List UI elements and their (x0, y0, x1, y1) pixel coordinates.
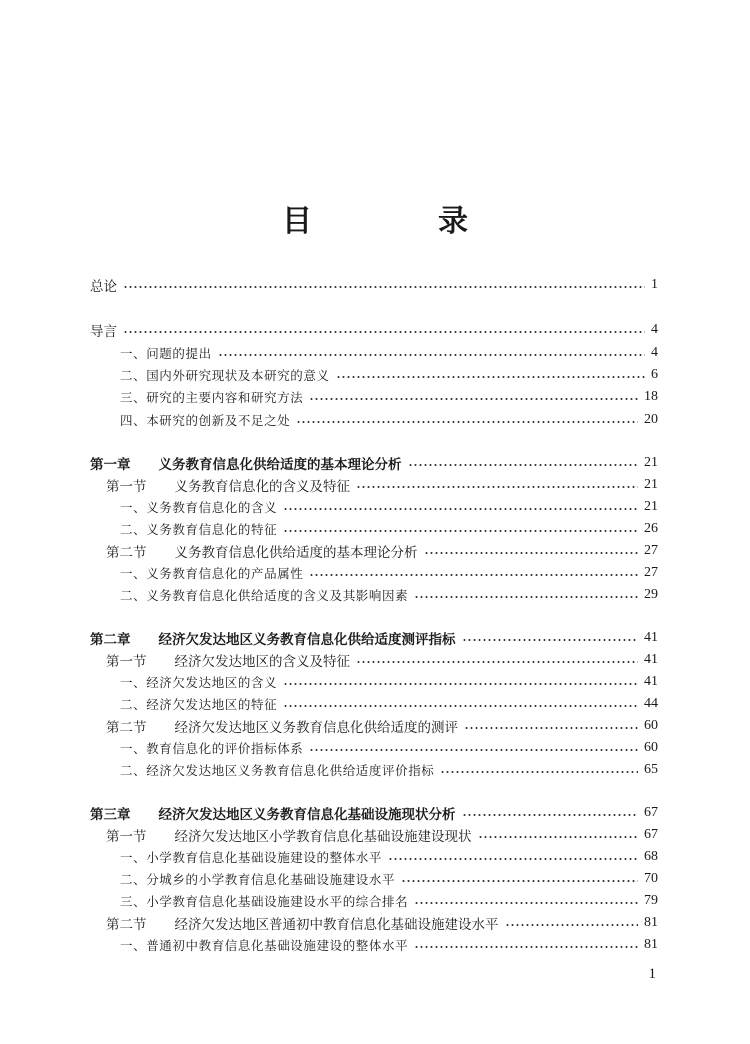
dot-leader (424, 552, 639, 554)
toc-entry-title: 经济欠发达地区小学教育信息化基础设施建设现状 (174, 829, 472, 845)
toc-entry-title: 二、经济欠发达地区义务教育信息化供给适度评价指标 (120, 763, 435, 778)
toc-entry-label (120, 388, 303, 406)
toc-entry-dy-1[interactable] (90, 343, 658, 363)
toc-entry-ch3-s1-3[interactable] (90, 891, 658, 911)
toc-entry-page: 20 (644, 412, 658, 427)
toc-entry-label (120, 366, 330, 384)
toc-entry-title: 二、义务教育信息化供给适度的含义及其影响因素 (120, 588, 409, 603)
toc-entry-page: 27 (644, 565, 658, 580)
toc-entry-label (106, 541, 418, 561)
toc-entry-ch3-s1-1[interactable] (90, 847, 658, 867)
dot-leader (478, 836, 639, 838)
toc-entry-label (120, 673, 277, 691)
toc-entry-title: 三、小学教育信息化基础设施建设水平的综合排名 (120, 894, 409, 909)
toc-entry-page: 41 (644, 674, 658, 689)
dot-leader (309, 398, 638, 400)
toc-entry-title: 经济欠发达地区义务教育信息化供给适度测评指标 (158, 632, 456, 648)
toc-entry-label (120, 739, 303, 757)
toc-entry-label (106, 825, 472, 845)
toc-entry-number: 第二章 (90, 632, 131, 648)
toc-entry-ch1-s2-1[interactable] (90, 563, 658, 583)
toc-entry-title: 一、问题的提出 (120, 346, 212, 361)
toc-entry-label (106, 475, 350, 495)
toc-entry-label (106, 913, 499, 933)
toc-entry-title: 一、义务教育信息化的含义 (120, 500, 278, 515)
toc-entry-page: 21 (644, 477, 658, 492)
dot-leader (283, 683, 638, 685)
toc-entry-label (90, 320, 117, 340)
toc-entry-number: 第二节 (106, 545, 147, 561)
toc-entry-number: 第一节 (106, 654, 147, 670)
toc-entry-number: 第二节 (106, 917, 147, 933)
toc-entry-page: 6 (651, 367, 658, 382)
toc-entry-ch2-s2[interactable] (90, 716, 658, 736)
toc-entry-title: 三、研究的主要内容和研究方法 (120, 390, 304, 405)
toc-entry-dy-3[interactable] (90, 387, 658, 407)
dot-leader (414, 596, 638, 598)
dot-leader (356, 486, 638, 488)
dot-leader (218, 354, 645, 356)
toc-entry-title: 义务教育信息化的含义及特征 (174, 479, 350, 495)
toc-entry-page: 44 (644, 696, 658, 711)
toc-entry-ch1-s1-1[interactable] (90, 497, 658, 517)
toc-entry-label (106, 650, 350, 670)
toc-entry-page: 29 (644, 587, 658, 602)
toc-entry-page: 70 (644, 871, 658, 886)
toc-entry-title: 总论 (90, 279, 117, 295)
toc-entry-label (120, 520, 277, 538)
toc-entry-daoyan[interactable] (90, 320, 658, 340)
toc-entry-ch3[interactable] (90, 803, 658, 823)
toc-entry-title: 一、普通初中教育信息化基础设施建设的整体水平 (120, 938, 409, 953)
toc-entry-title: 四、本研究的创新及不足之处 (120, 413, 291, 428)
toc-entry-zonglun[interactable] (90, 275, 658, 295)
toc-entry-title: 二、分城乡的小学教育信息化基础设施建设水平 (120, 872, 396, 887)
toc-entry-label (90, 803, 456, 823)
toc-entry-page: 60 (644, 740, 658, 755)
toc-entry-title: 二、国内外研究现状及本研究的意义 (120, 368, 330, 383)
toc-entry-title: 一、小学教育信息化基础设施建设的整体水平 (120, 850, 383, 865)
dot-leader (388, 858, 638, 860)
toc-entry-ch1-s2[interactable] (90, 541, 658, 561)
dot-leader (414, 902, 638, 904)
toc-entry-page: 27 (644, 543, 658, 558)
dot-leader (283, 508, 638, 510)
toc-entry-ch2[interactable] (90, 628, 658, 648)
toc-entry-ch3-s2-1[interactable] (90, 935, 658, 955)
toc-entry-number: 第一节 (106, 829, 147, 845)
toc-entry-title: 一、教育信息化的评价指标体系 (120, 741, 304, 756)
toc-entry-title: 二、经济欠发达地区的特征 (120, 697, 278, 712)
dot-leader (505, 924, 639, 926)
dot-leader (462, 639, 639, 641)
toc-entry-title: 经济欠发达地区义务教育信息化供给适度的测评 (174, 720, 458, 736)
toc-entry-page: 79 (644, 893, 658, 908)
dot-leader (414, 946, 638, 948)
dot-leader (283, 705, 638, 707)
page-number: 1 (648, 966, 656, 982)
dot-leader (296, 421, 638, 423)
toc-entry-label (90, 275, 117, 295)
toc-entry-title: 导言 (90, 324, 117, 340)
toc-entry-dy-4[interactable] (90, 410, 658, 430)
toc-entry-label (90, 628, 456, 648)
dot-leader (401, 880, 638, 882)
toc-entry-label (120, 761, 434, 779)
dot-leader (283, 530, 638, 532)
toc-entry-page: 4 (651, 322, 658, 337)
toc-entry-page: 18 (644, 389, 658, 404)
toc-entry-label (120, 564, 303, 582)
dot-leader (336, 376, 645, 378)
toc-entry-number: 第三章 (90, 807, 131, 823)
toc-entry-title: 经济欠发达地区义务教育信息化基础设施现状分析 (158, 807, 456, 823)
toc-entry-title: 义务教育信息化供给适度的基本理论分析 (174, 545, 418, 561)
toc-entry-ch2-s1-2[interactable] (90, 694, 658, 714)
dot-leader (309, 574, 638, 576)
toc-entry-label (120, 498, 277, 516)
toc-entry-ch2-s2-2[interactable] (90, 760, 658, 780)
toc-entry-page: 26 (644, 521, 658, 536)
toc-entry-page: 81 (644, 937, 658, 952)
toc-entry-page: 67 (644, 827, 658, 842)
toc-entry-ch1-s1[interactable] (90, 475, 658, 495)
dot-leader (464, 727, 638, 729)
toc-entry-page: 67 (644, 805, 658, 820)
toc-entry-title: 一、经济欠发达地区的含义 (120, 675, 278, 690)
toc-entry-label (120, 586, 408, 604)
toc-entry-number: 第二节 (106, 720, 147, 736)
toc-entry-dy-2[interactable] (90, 365, 658, 385)
toc-entry-ch2-s1[interactable] (90, 650, 658, 670)
dot-leader (309, 749, 638, 751)
toc-entry-page: 41 (644, 652, 658, 667)
toc-entry-label (106, 716, 458, 736)
toc-entry-ch3-s1-2[interactable] (90, 869, 658, 889)
toc-entry-label (90, 453, 402, 473)
toc-entry-ch1-s1-2[interactable] (90, 519, 658, 539)
toc-entry-ch3-s1[interactable] (90, 825, 658, 845)
toc-entry-page: 65 (644, 762, 658, 777)
toc-entry-page: 81 (644, 915, 658, 930)
toc-entry-title: 经济欠发达地区普通初中教育信息化基础设施建设水平 (174, 917, 499, 933)
toc-entry-label (120, 870, 395, 888)
toc-entry-label (120, 411, 290, 429)
toc-entry-ch1[interactable] (90, 453, 658, 473)
dot-leader (462, 814, 639, 816)
toc-entry-ch3-s2[interactable] (90, 913, 658, 933)
toc-entry-title: 经济欠发达地区的含义及特征 (174, 654, 350, 670)
dot-leader (440, 771, 638, 773)
toc-entry-label (120, 936, 408, 954)
toc-entry-label (120, 892, 408, 910)
toc-entry-page: 41 (644, 630, 658, 645)
toc-entry-ch2-s2-1[interactable] (90, 738, 658, 758)
toc-entry-ch1-s2-2[interactable] (90, 585, 658, 605)
dot-leader (123, 286, 645, 288)
toc-entry-page: 21 (644, 455, 658, 470)
toc-entry-ch2-s1-1[interactable] (90, 672, 658, 692)
toc-entry-number: 第一节 (106, 479, 147, 495)
toc-entry-title: 一、义务教育信息化的产品属性 (120, 566, 304, 581)
dot-leader (408, 464, 639, 466)
toc-entry-page: 1 (651, 277, 658, 292)
toc-entry-label (120, 848, 382, 866)
page-title: 目 录 (282, 204, 516, 239)
toc-entry-label (120, 344, 212, 362)
toc-entry-title: 义务教育信息化供给适度的基本理论分析 (158, 457, 402, 473)
toc-entry-page: 4 (651, 345, 658, 360)
toc-entry-page: 60 (644, 718, 658, 733)
dot-leader (123, 331, 645, 333)
toc-entry-page: 68 (644, 849, 658, 864)
dot-leader (356, 661, 638, 663)
toc-entry-number: 第一章 (90, 457, 131, 473)
toc-entry-page: 21 (644, 499, 658, 514)
toc-entry-label (120, 695, 277, 713)
toc-entry-title: 二、义务教育信息化的特征 (120, 522, 278, 537)
